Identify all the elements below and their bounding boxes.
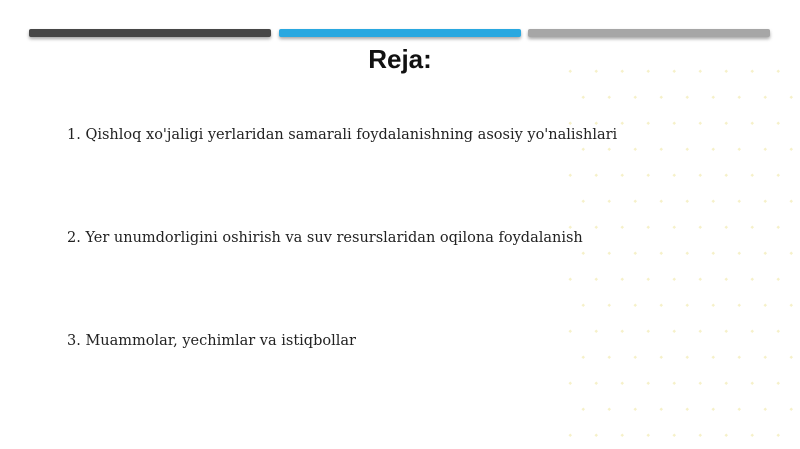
header-bar-dark xyxy=(29,29,271,37)
decorative-dot xyxy=(750,225,754,229)
decorative-dot xyxy=(581,355,585,359)
decorative-dot xyxy=(659,95,663,99)
decorative-dot xyxy=(776,173,780,177)
decorative-dot xyxy=(646,225,650,229)
slide-title: Reja: xyxy=(368,44,432,74)
decorative-dot xyxy=(633,303,637,307)
decorative-dot xyxy=(594,433,598,437)
plan-item-number: 1. xyxy=(67,127,81,143)
decorative-dot xyxy=(607,355,611,359)
decorative-dot xyxy=(607,147,611,151)
decorative-dot xyxy=(646,277,650,281)
decorative-dot xyxy=(633,407,637,411)
decorative-dot xyxy=(685,95,689,99)
decorative-dot xyxy=(737,407,741,411)
decorative-dot xyxy=(737,251,741,255)
decorative-dot xyxy=(724,277,728,281)
decorative-dot xyxy=(594,225,598,229)
decorative-dot xyxy=(724,329,728,333)
decorative-dot xyxy=(737,199,741,203)
decorative-dot xyxy=(581,147,585,151)
decorative-dot xyxy=(789,407,793,411)
decorative-dot xyxy=(685,355,689,359)
decorative-dot xyxy=(711,199,715,203)
decorative-dot xyxy=(607,303,611,307)
decorative-dot xyxy=(737,95,741,99)
decorative-dot xyxy=(685,407,689,411)
decorative-dot xyxy=(685,199,689,203)
decorative-dot xyxy=(620,329,624,333)
decorative-dot xyxy=(724,433,728,437)
plan-item-number: 2. xyxy=(67,230,81,246)
decorative-dot xyxy=(620,121,624,125)
decorative-dot xyxy=(711,147,715,151)
plan-item-2 xyxy=(67,228,583,248)
decorative-dot xyxy=(672,433,676,437)
decorative-dot xyxy=(607,407,611,411)
decorative-dot xyxy=(711,251,715,255)
decorative-dot xyxy=(568,173,572,177)
decorative-dot xyxy=(724,173,728,177)
decorative-dot xyxy=(659,407,663,411)
decorative-dot xyxy=(581,251,585,255)
decorative-dot xyxy=(581,95,585,99)
decorative-dot xyxy=(659,199,663,203)
plan-item-number: 3. xyxy=(67,333,81,349)
decorative-dot xyxy=(698,381,702,385)
decorative-dot xyxy=(646,121,650,125)
decorative-dot xyxy=(633,251,637,255)
decorative-dot xyxy=(633,355,637,359)
decorative-dot xyxy=(568,277,572,281)
decorative-dot xyxy=(724,381,728,385)
decorative-dot xyxy=(581,407,585,411)
decorative-dot xyxy=(685,303,689,307)
decorative-dot xyxy=(776,381,780,385)
decorative-dot xyxy=(763,147,767,151)
decorative-dot xyxy=(672,121,676,125)
decorative-dot xyxy=(789,95,793,99)
decorative-dot xyxy=(594,277,598,281)
decorative-dot xyxy=(568,433,572,437)
decorative-dot xyxy=(568,381,572,385)
decorative-dot xyxy=(659,251,663,255)
decorative-dot xyxy=(646,381,650,385)
decorative-dot xyxy=(750,121,754,125)
decorative-dot xyxy=(737,355,741,359)
decorative-dot xyxy=(672,173,676,177)
header-bar-gray xyxy=(528,29,770,37)
decorative-dot xyxy=(750,277,754,281)
decorative-dot xyxy=(698,225,702,229)
decorative-dot xyxy=(789,147,793,151)
decorative-dot xyxy=(594,173,598,177)
decorative-dot xyxy=(620,381,624,385)
decorative-dot xyxy=(763,251,767,255)
decorative-dot xyxy=(737,147,741,151)
plan-item-text: Muammolar, yechimlar va istiqbollar xyxy=(85,333,356,349)
decorative-dot xyxy=(789,303,793,307)
decorative-dot xyxy=(646,173,650,177)
header-bar-blue xyxy=(279,29,521,37)
decorative-dot xyxy=(620,277,624,281)
decorative-dot xyxy=(646,329,650,333)
decorative-dot xyxy=(659,147,663,151)
plan-item-1 xyxy=(67,125,617,145)
decorative-dot xyxy=(776,433,780,437)
decorative-dot xyxy=(607,251,611,255)
decorative-dot xyxy=(763,95,767,99)
decorative-dot xyxy=(672,277,676,281)
decorative-dot xyxy=(607,199,611,203)
plan-item-text: Qishloq xo'jaligi yerlaridan samarali foydalanishning asosiy yo'nalishlari xyxy=(85,127,618,143)
decorative-dot xyxy=(698,173,702,177)
decorative-dot xyxy=(763,303,767,307)
decorative-dot xyxy=(763,355,767,359)
decorative-dot xyxy=(633,95,637,99)
decorative-dot xyxy=(659,355,663,359)
decorative-dot xyxy=(789,199,793,203)
decorative-dot xyxy=(685,147,689,151)
decorative-dot xyxy=(724,225,728,229)
decorative-dot xyxy=(698,433,702,437)
decorative-dot xyxy=(711,407,715,411)
decorative-dot xyxy=(594,381,598,385)
decorative-dot xyxy=(776,329,780,333)
decorative-dot xyxy=(789,355,793,359)
decorative-dot xyxy=(659,303,663,307)
decorative-dot xyxy=(711,303,715,307)
decorative-dot xyxy=(594,329,598,333)
decorative-dot xyxy=(750,433,754,437)
decorative-dot xyxy=(698,121,702,125)
decorative-dot xyxy=(789,251,793,255)
decorative-dot xyxy=(672,329,676,333)
decorative-dot xyxy=(724,121,728,125)
decorative-dot xyxy=(750,381,754,385)
decorative-dot xyxy=(581,303,585,307)
decorative-dot xyxy=(672,225,676,229)
decorative-dot xyxy=(750,329,754,333)
decorative-dot xyxy=(763,199,767,203)
decorative-dot xyxy=(776,121,780,125)
decorative-dot xyxy=(620,433,624,437)
decorative-dot xyxy=(581,199,585,203)
decorative-dot xyxy=(698,277,702,281)
decorative-dot xyxy=(672,381,676,385)
decorative-dot xyxy=(607,95,611,99)
decorative-dot xyxy=(568,329,572,333)
decorative-dot xyxy=(646,433,650,437)
decorative-dot xyxy=(620,225,624,229)
decorative-dot xyxy=(711,95,715,99)
decorative-dot xyxy=(737,303,741,307)
decorative-dot xyxy=(633,199,637,203)
decorative-dot xyxy=(776,277,780,281)
plan-item-3 xyxy=(67,331,356,351)
decorative-dot xyxy=(776,225,780,229)
decorative-dot xyxy=(750,173,754,177)
decorative-dot xyxy=(633,147,637,151)
decorative-dot xyxy=(685,251,689,255)
plan-item-text: Yer unumdorligini oshirish va suv resurslaridan oqilona foydalanish xyxy=(85,230,583,246)
decorative-dot xyxy=(698,329,702,333)
decorative-dot xyxy=(620,173,624,177)
decorative-dot xyxy=(711,355,715,359)
decorative-dot xyxy=(763,407,767,411)
